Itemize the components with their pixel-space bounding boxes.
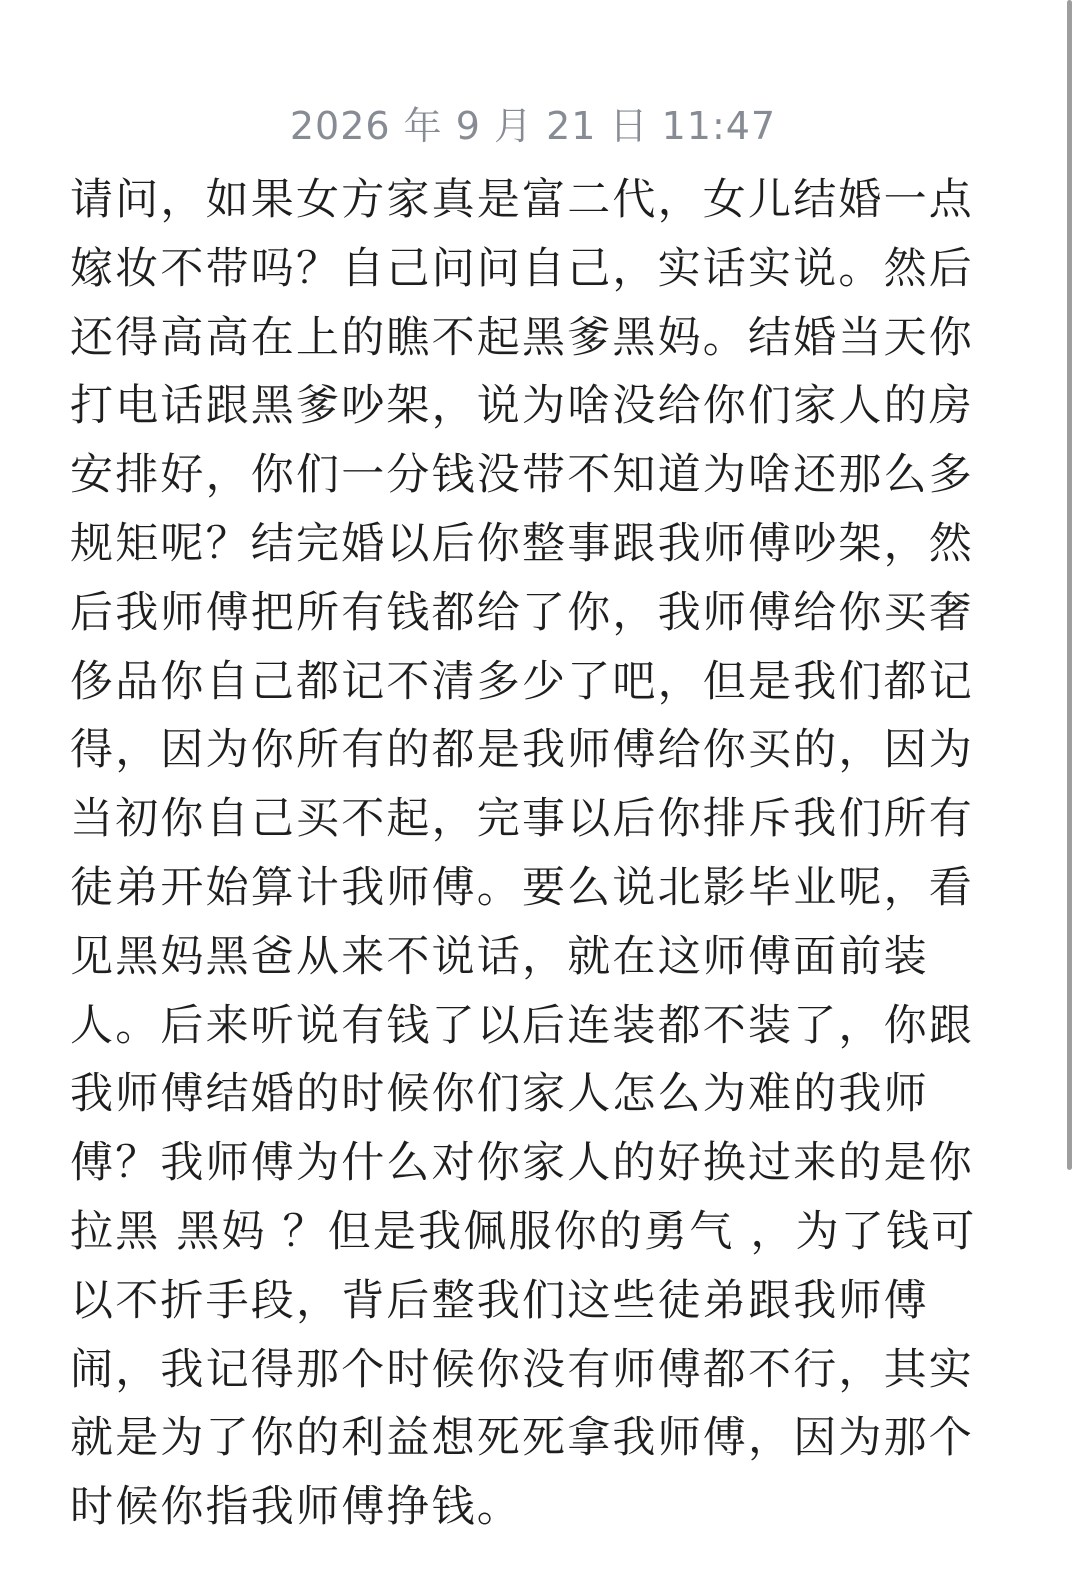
scrollbar-thumb[interactable] — [1067, 0, 1072, 1170]
note-line: 还得高高在上的瞧不起黑爹黑妈。结婚当天你 — [70, 312, 974, 363]
note-line: 闹，我记得那个时候你没有师傅都不行，其实 — [70, 1344, 974, 1395]
note-line: 安排好，你们一分钱没带不知道为啥还那么多 — [70, 450, 974, 501]
scrollbar[interactable] — [1064, 0, 1074, 1590]
note-line: 后我师傅把所有钱都给了你，我师傅给你买奢 — [70, 587, 974, 638]
note-line: 徒弟开始算计我师傅。要么说北影毕业呢，看 — [70, 862, 974, 913]
note-line: 嫁妆不带吗？自己问问自己，实话实说。然后 — [70, 243, 974, 294]
note-line: 规矩呢？结完婚以后你整事跟我师傅吵架，然 — [70, 518, 974, 569]
note-line: 得，因为你所有的都是我师傅给你买的，因为 — [70, 725, 974, 776]
note-line: 请问，如果女方家真是富二代，女儿结婚一点 — [70, 175, 974, 225]
note-line: 侈品你自己都记不清多少了吧，但是我们都记 — [70, 656, 974, 707]
note-line: 我师傅结婚的时候你们家人怎么为难的我师 — [70, 1069, 929, 1120]
note-line: 以不折手段，背后整我们这些徒弟跟我师傅 — [70, 1275, 929, 1326]
note-line: 人。后来听说有钱了以后连装都不装了，你跟 — [70, 1000, 974, 1051]
note-line: 傅？我师傅为什么对你家人的好换过来的是你 — [70, 1138, 974, 1189]
note-line: 当初你自己买不起，完事以后你排斥我们所有 — [70, 794, 974, 845]
note-line: 时候你指我师傅挣钱。 — [70, 1482, 522, 1533]
note-timestamp: 2026 年 9 月 21 日 11:47 — [289, 104, 777, 148]
note-line: 打电话跟黑爹吵架，说为啥没给你们家人的房 — [70, 381, 974, 432]
note-line: 见黑妈黑爸从来不说话，就在这师傅面前装 — [70, 931, 929, 982]
note-body[interactable] — [70, 166, 977, 1542]
note-line: 就是为了你的利益想死死拿我师傅，因为那个 — [70, 1413, 974, 1464]
note-line: 拉黑 黑妈 ？但是我佩服你的勇气 ，为了钱可 — [70, 1206, 977, 1257]
